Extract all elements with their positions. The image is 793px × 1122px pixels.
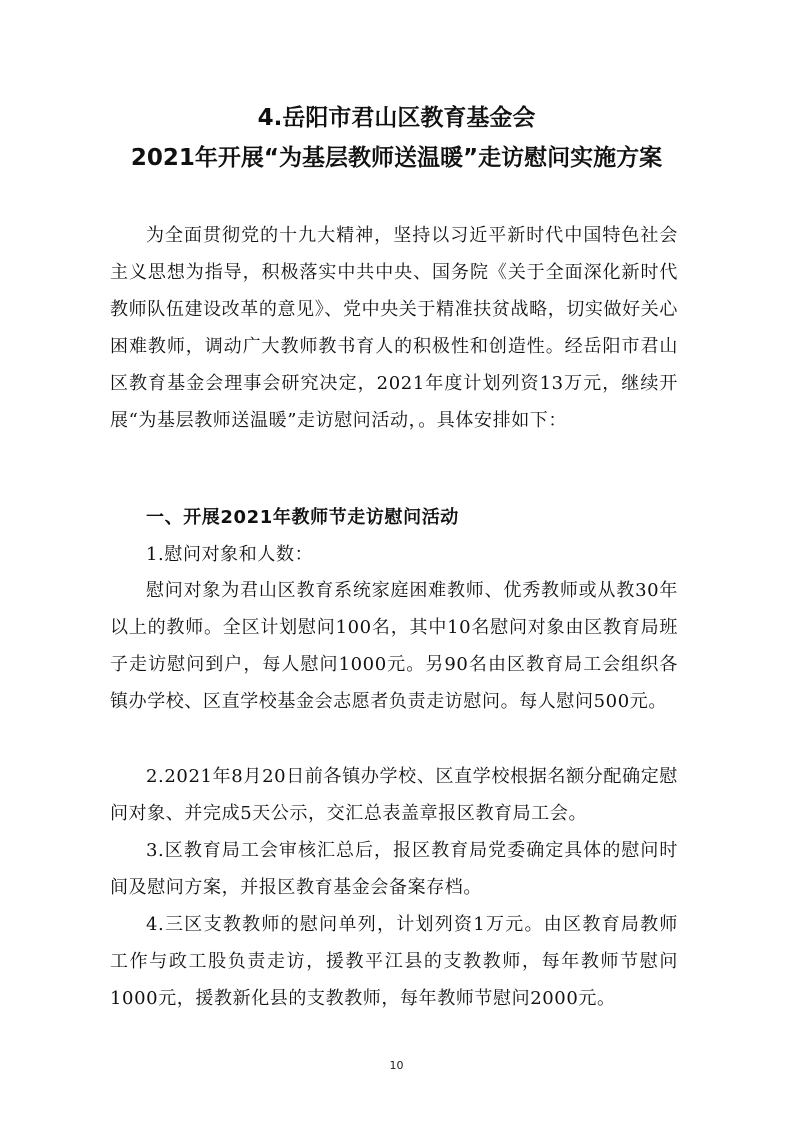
item-4-paragraph: 4.三区支教教师的慰问单列，计划列资1万元。由区教育局教师工作与政工股负责走访，援教平江县的支教教师，每年教师节慰问1000元，援教新化县的支教教师，每年教师节慰问2000元。 — [110, 914, 678, 1009]
document-title-line-2: 2021年开展“为基层教师送温暖”走访慰问实施方案 — [130, 145, 663, 171]
page-number: 10 — [389, 1059, 404, 1072]
item-1-label: 1.慰问对象和人数： — [146, 544, 314, 565]
item-3-paragraph: 3.区教育局工会审核汇总后，报区教育局党委确定具体的慰问时间及慰问方案，并报区教育基金会备案存档。 — [110, 840, 678, 898]
item-1-body: 慰问对象为君山区教育系统家庭困难教师、优秀教师或从教30年以上的教师。全区计划慰问100名，其中10名慰问对象由区教育局班子走访慰问到户，每人慰问1000元。另90名由区教育局工会组织各镇办学校、区直学校基金会志愿者负责走访慰问。每人慰问500元。 — [110, 580, 678, 712]
document-title-line-1: 4.岳阳市君山区教育基金会 — [257, 105, 536, 131]
section-1-heading: 一、开展2021年教师节走访慰问活动 — [146, 507, 459, 528]
item-2-paragraph: 2.2021年8月20日前各镇办学校、区直学校根据名额分配确定慰问对象、并完成5天公示，交汇总表盖章报区教育局工会。 — [110, 766, 678, 824]
intro-paragraph: 为全面贯彻党的十九大精神，坚持以习近平新时代中国特色社会主义思想为指导，积极落实中共中央、国务院《关于全面深化新时代教师队伍建设改革的意见》、党中央关于精准扶贫战略，切实做好关心困难教师，调动广大教师教书育人的积极性和创造性。经岳阳市君山区教育基金会理事会研究决定，2021年度计划列资13万元，继续开展“为基层教师送温暖”走访慰问活动，。具体安排如下： — [110, 225, 678, 431]
